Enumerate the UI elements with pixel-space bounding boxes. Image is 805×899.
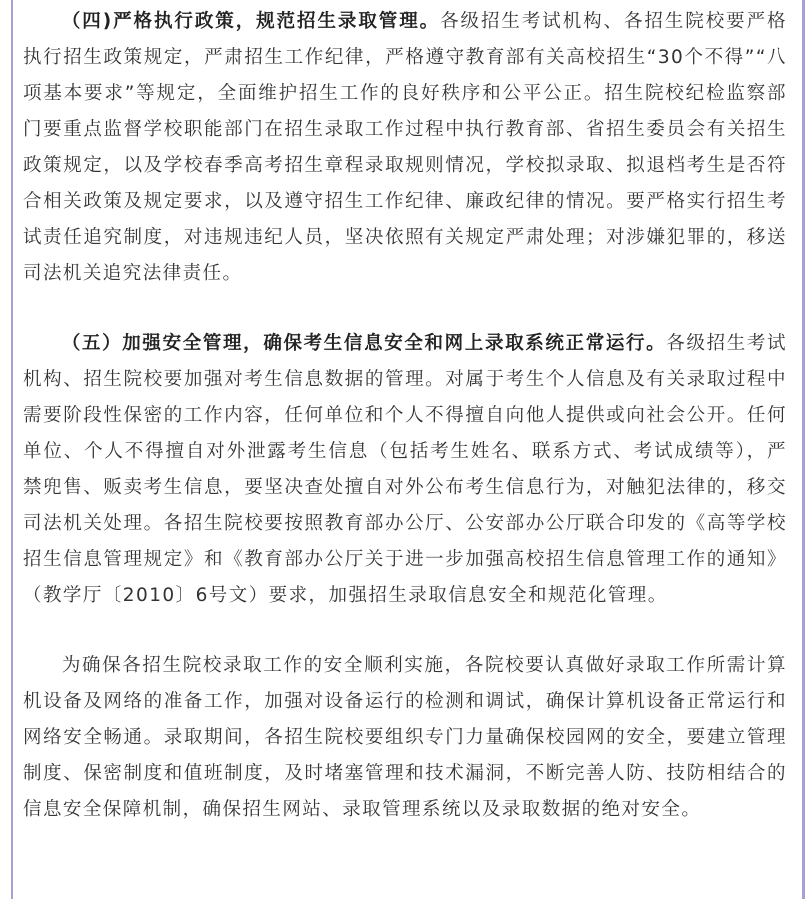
paragraph-gap (23, 292, 787, 326)
paragraph-section-4 (23, 4, 787, 292)
paragraph-section-5 (23, 326, 787, 614)
left-border-line (11, 0, 13, 899)
section-4-text: 各级招生考试机构、各招生院校要严格执行招生政策规定，严肃招生工作纪律，严格遵守教育部有关高校招生“30个不得”“八项基本要求”等规定，全面维护招生工作的良好秩序和公平公正。招生院校纪检监察部门要重点监督学校职能部门在招生录取工作过程中执行教育部、省招生委员会有关招生政策规定，以及学校春季高考招生章程录取规则情况，学校拟录取、拟退档考生是否符合相关政策及规定要求，以及遵守招生工作纪律、廉政纪律的情况。要严格实行招生考试责任追究制度，对违规违纪人员，坚决依照有关规定严肃处理；对涉嫌犯罪的，移送司法机关追究法律责任。 (23, 11, 787, 284)
paragraph-network-security (23, 648, 787, 828)
section-5-text: 各级招生考试机构、招生院校要加强对考生信息数据的管理。对属于考生个人信息及有关录取过程中需要阶段性保密的工作内容，任何单位和个人不得擅自向他人提供或向社会公开。任何单位、个人不得擅自对外泄露考生信息（包括考生姓名、联系方式、考试成绩等），严禁兜售、贩卖考生信息，要坚决查处擅自对外公布考生信息行为，对触犯法律的，移交司法机关处理。各招生院校要按照教育部办公厅、公安部办公厅联合印发的《高等学校招生信息管理规定》和《教育部办公厅关于进一步加强高校招生信息管理工作的通知》（教学厅〔2010〕6号文）要求，加强招生录取信息安全和规范化管理。 (23, 333, 787, 606)
network-security-text: 为确保各招生院校录取工作的安全顺利实施，各院校要认真做好录取工作所需计算机设备及网络的准备工作，加强对设备运行的检测和调试，确保计算机设备正常运行和网络安全畅通。录取期间，各招生院校要组织专门力量确保校园网的安全，要建立管理制度、保密制度和值班制度，及时堵塞管理和技术漏洞，不断完善人防、技防相结合的信息安全保障机制，确保招生网站、录取管理系统以及录取数据的绝对安全。 (23, 655, 787, 820)
section-5-heading: （五）加强安全管理，确保考生信息安全和网上录取系统正常运行。 (61, 333, 667, 354)
article-body (23, 4, 787, 828)
section-4-heading: （四)严格执行政策，规范招生录取管理。 (61, 11, 441, 32)
paragraph-gap (23, 614, 787, 648)
